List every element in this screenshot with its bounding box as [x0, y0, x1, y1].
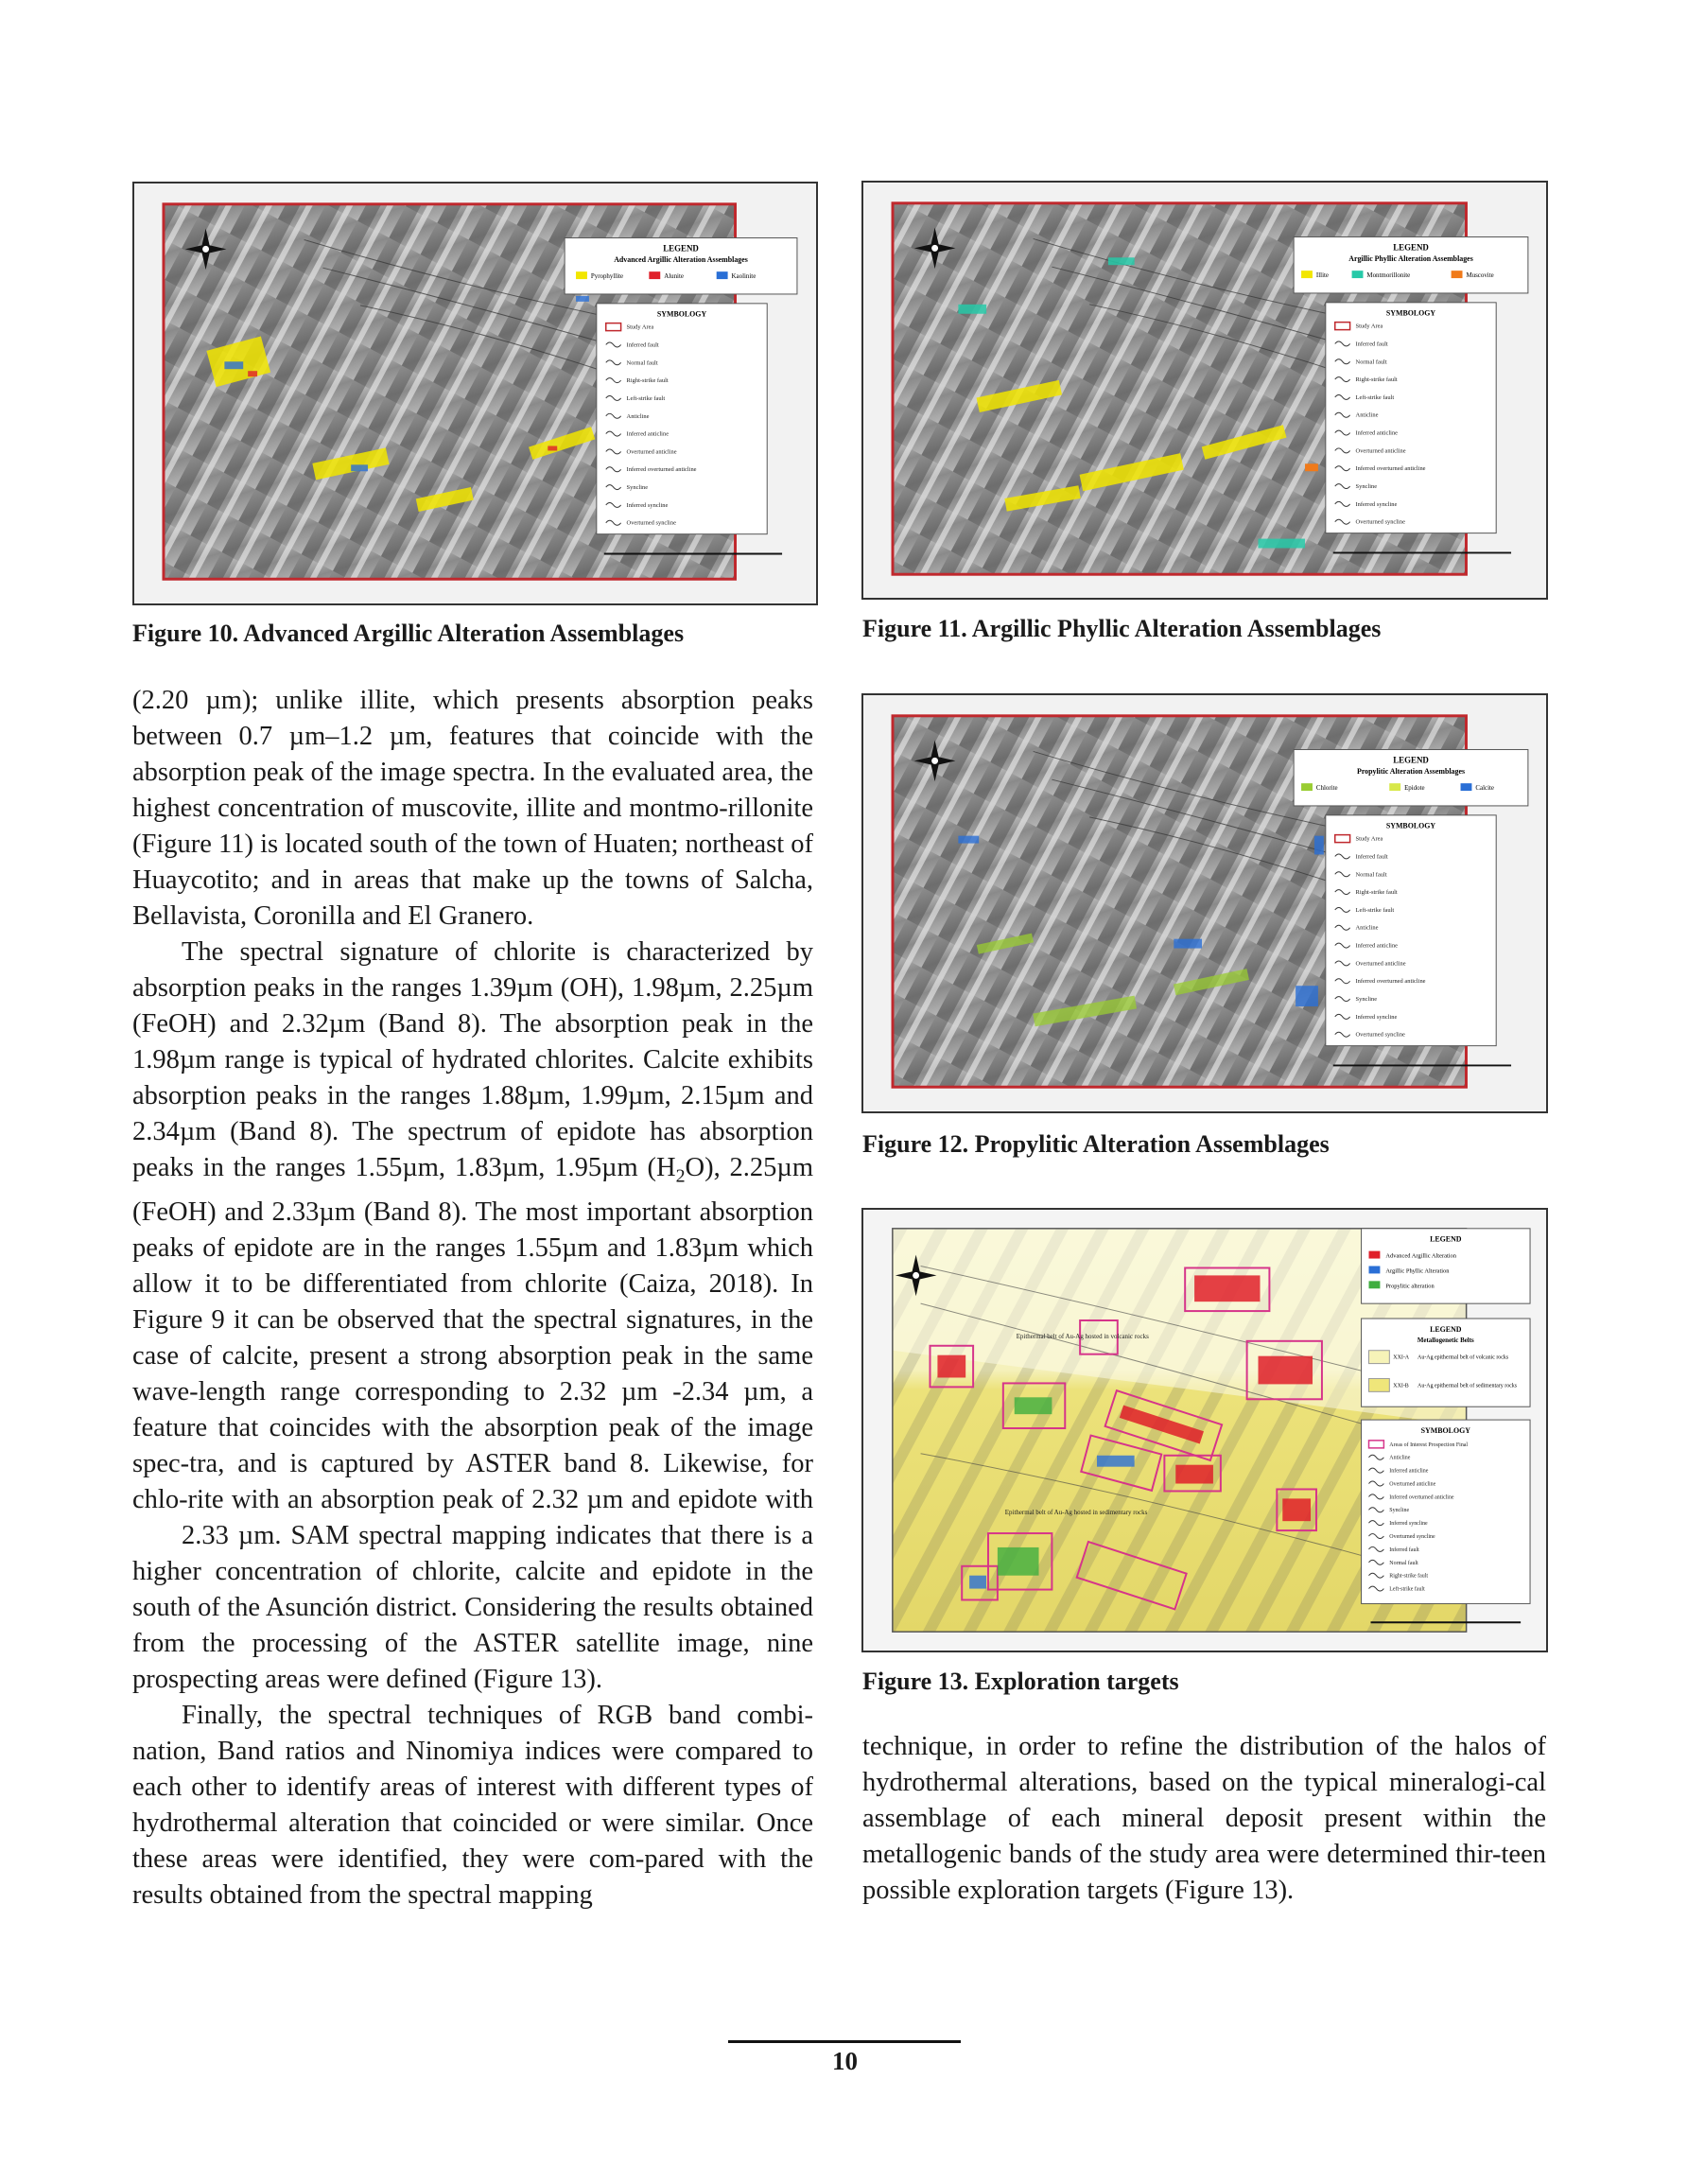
paragraph: 2.33 µm. SAM spectral mapping indicates that there is a higher concentration of chlorite, calcite and epidote in the south of the Asunción district. Considering the results obtained from the processing of the ASTER satellite image, nine prospecting areas were defined (Figure 13). [132, 1520, 813, 1694]
symbology-title: SYMBOLOGY [656, 309, 707, 319]
belt-label-volcanic: Epithermal belt of Au-Ag hosted in volcanic rocks [1016, 1332, 1149, 1340]
symbology-item-label: Right-strike fault [1355, 376, 1398, 384]
legend-subtitle: Argillic Phyllic Alteration Assemblages [1348, 254, 1473, 264]
paragraph: Finally, the spectral techniques of RGB band combi-nation, Band ratios and Ninomiya indices were compared to each other to identify areas of interest with different types of hydrothermal alteration that coincided or were similar. Once these areas were identified, they were com-pared with the results obtained from the spectral mapping [132, 1700, 813, 1910]
symbology-item-label: Inferred overturned anticline [1389, 1494, 1454, 1501]
legend-item-label: Calcite [1475, 785, 1495, 793]
belt-code: XXI-B [1393, 1383, 1409, 1389]
figure-13-caption: Figure 13. Exploration targets [862, 1668, 1179, 1695]
symbology-item-label: Syncline [1355, 996, 1378, 1004]
legend-item-label: Alunite [664, 273, 684, 281]
symbology-item-label: Overturned syncline [1389, 1534, 1435, 1541]
symbology-item-label: Normal fault [1355, 871, 1387, 879]
symbology-item-label: Left-strike fault [1355, 393, 1395, 401]
paragraph: (2.20 µm); unlike illite, which presents absorption peaks between 0.7 µm–1.2 µm, features that coincide with the absorption peak of the image spectra. In the evaluated area, the highest concentration of muscovite, illite and montmo-rillonite (Figure 11) is located south of the town of Huaten; northeast of Huaycotito; and in areas that make up the towns of Salcha, Bellavista, Coronilla and El Granero. [132, 686, 813, 931]
belt-swatch [1369, 1351, 1390, 1364]
symbology-item-label: Inferred syncline [1389, 1521, 1428, 1528]
figure-12-map [861, 693, 1548, 1113]
belt-code: XXI-A [1393, 1354, 1410, 1361]
figure-11-map [861, 181, 1548, 600]
symbology-title: SYMBOLOGY [1420, 1425, 1471, 1435]
symbology-item-label: Overturned syncline [626, 519, 676, 527]
figure-11-caption: Figure 11. Argillic Phyllic Alteration Assemblages [862, 615, 1382, 642]
legend-swatch [1352, 271, 1364, 278]
symbology-item-label: Inferred syncline [1355, 500, 1398, 508]
figure-10-map [132, 182, 818, 605]
symbology-item-label: Normal fault [626, 359, 658, 367]
symbology-item-label: Syncline [1389, 1508, 1410, 1514]
legend-item-label: Pyrophyllite [590, 273, 624, 281]
paragraph: The spectral signature of chlorite is characterized by absorption peaks in the ranges 1.39µm (OH), 1.98µm, 2.25µm (FeOH) and 2.32µm (Band 8). The absorption peak in the 1.98µm range is typical of hydrated chlorites. Calcite exhibits absorption peaks in the ranges 1.88µm, 1.99µm, 2.15µm and 2.34µm (Band 8). The spectrum of epidote has absorption peaks in the ranges 1.55µm, 1.83µm, 1.95µm $(H_2O)$, 2.25µm (FeOH) and 2.33µm (Band 8). The most important absorption peaks of epidote are in the ranges 1.55µm and 1.83µm which allow it to be differentiated from chlorite (Caiza, 2018). In Figure 9 it can be observed that the spectral signatures, in the case of calcite, present a strong absorption peak in the same wave-length range corresponding to 2.32 µm -2.34 µm, a feature that coincides with the absorption peak of the image spec-tra, and is captured by ASTER band 8. Likewise, for chlo-rite with an absorption peak of 2.32 µm and epidote with [132, 937, 813, 1514]
symbology-item-label: Inferred overturned anticline [626, 466, 697, 474]
symbology-title: SYMBOLOGY [1385, 821, 1436, 830]
legend-title: LEGEND [663, 243, 699, 253]
belt-swatch [1369, 1378, 1390, 1391]
legend-item-label: Illite [1315, 272, 1330, 280]
symbology-item-label: Inferred anticline [1355, 942, 1399, 950]
symbology-item-label: Study Area [626, 323, 654, 331]
symbology-item-label: Overturned anticline [626, 448, 677, 456]
symbology-item-label: Overturned anticline [1355, 960, 1406, 968]
symbology-item-label: Inferred syncline [626, 501, 669, 509]
belt-label-sedimentary: Epithermal belt of Au-Ag hosted in sedimentary rocks [1004, 1509, 1148, 1517]
legend-swatch [1301, 783, 1313, 791]
symbology-item-label: Inferred anticline [1389, 1468, 1429, 1475]
symbology-item-label: Left-strike fault [626, 394, 666, 402]
symbology-item-label: Areas of Interest Prospection Final [1389, 1441, 1469, 1448]
legend-swatch [649, 271, 660, 279]
legend-title: LEGEND [1430, 1234, 1462, 1244]
symbology-item-label: Overturned syncline [1355, 518, 1405, 526]
footer-rule [728, 2040, 961, 2043]
legend-subtitle: Propylitic Alteration Assemblages [1356, 767, 1466, 777]
legend-item-label: Epidote [1404, 785, 1425, 793]
page-number: 10 [832, 2047, 858, 2075]
paragraph: technique, in order to refine the distribution of the halos of hydrothermal alterations, based on the typical mineralogi-cal assemblage of each mineral deposit present within the metallogenic bands of the study area were determined thir-teen possible exploration targets (Figure 13). [862, 1732, 1546, 1905]
symbology-item-label: Anticline [626, 412, 650, 420]
legend2-subtitle: Metallogenetic Belts [1417, 1336, 1474, 1344]
legend-item-label: Argillic Phyllic Alteration [1385, 1267, 1450, 1275]
symbology-item-label: Normal fault [1355, 358, 1387, 366]
legend-swatch [1452, 271, 1463, 278]
legend-swatch [576, 271, 587, 279]
figure-13-map [861, 1208, 1548, 1652]
symbology-item-label: Right-strike fault [1355, 889, 1398, 897]
symbology-item-label: Inferred overturned anticline [1355, 978, 1426, 986]
symbology-item-label: Inferred fault [1355, 341, 1388, 348]
legend-swatch [1369, 1266, 1381, 1273]
legend-swatch [1369, 1281, 1381, 1288]
right-text-column [862, 1729, 1546, 1909]
symbology-item-label: Overturned anticline [1389, 1481, 1436, 1488]
legend-swatch [717, 271, 728, 279]
legend-item-label: Advanced Argillic Alteration [1385, 1252, 1456, 1260]
symbology-item-label: Overturned syncline [1355, 1031, 1405, 1039]
symbology-item-label: Right-strike fault [1389, 1573, 1429, 1580]
symbology-item-label: Study Area [1355, 835, 1383, 843]
legend-item-label: Montmorillonite [1366, 272, 1411, 280]
legend-swatch [1461, 783, 1472, 791]
figure-10-caption: Figure 10. Advanced Argillic Alteration Assemblages [132, 620, 685, 647]
legend-title: LEGEND [1393, 755, 1429, 765]
legend-item-label: Kaolinite [731, 273, 757, 281]
symbology-item-label: Inferred anticline [1355, 429, 1399, 437]
symbology-item-label: Inferred overturned anticline [1355, 465, 1426, 473]
symbology-item-label: Syncline [1355, 483, 1378, 491]
legend-item-label: Muscovite [1466, 272, 1494, 280]
symbology-item-label: Inferred fault [626, 341, 659, 349]
symbology-item-label: Normal fault [1389, 1560, 1418, 1566]
symbology-item-label: Left-strike fault [1389, 1586, 1425, 1593]
left-text-column [132, 683, 813, 1913]
legend-subtitle: Advanced Argillic Alteration Assemblages [614, 255, 748, 265]
legend-swatch [1301, 271, 1313, 278]
legend-title: LEGEND [1393, 242, 1429, 253]
figure-10-svg [134, 183, 816, 603]
symbology-title: SYMBOLOGY [1385, 308, 1436, 318]
symbology-item-label: Inferred fault [1355, 853, 1388, 861]
symbology-item-label: Right-strike fault [626, 377, 669, 385]
legend-item-label: Propylitic alteration [1385, 1283, 1435, 1290]
symbology-item-label: Anticline [1355, 924, 1379, 932]
legend-item-label: Chlorite [1315, 785, 1338, 793]
belt-label: Au-Ag epithermal belt of volcanic rocks [1417, 1354, 1509, 1361]
symbology-item-label: Study Area [1355, 323, 1383, 330]
symbology-item-label: Syncline [626, 484, 649, 492]
symbology-item-label: Inferred syncline [1355, 1013, 1398, 1021]
figure-12-caption: Figure 12. Propylitic Alteration Assemblages [862, 1130, 1330, 1158]
figure-13-svg [863, 1210, 1546, 1651]
figure-11-svg [863, 183, 1546, 598]
symbology-item-label: Inferred fault [1389, 1546, 1419, 1553]
legend-swatch [1369, 1251, 1381, 1259]
symbology-item-label: Anticline [1355, 411, 1379, 419]
symbology-item-label: Left-strike fault [1355, 906, 1395, 914]
symbology-item-label: Anticline [1389, 1455, 1411, 1461]
legend-swatch [1389, 783, 1400, 791]
figure-12-svg [863, 695, 1546, 1111]
symbology-item-label: Inferred anticline [626, 430, 670, 438]
legend2-title: LEGEND [1430, 1324, 1462, 1334]
belt-label: Au-Ag epithermal belt of sedimentary rocks [1417, 1383, 1518, 1389]
symbology-item-label: Overturned anticline [1355, 447, 1406, 455]
